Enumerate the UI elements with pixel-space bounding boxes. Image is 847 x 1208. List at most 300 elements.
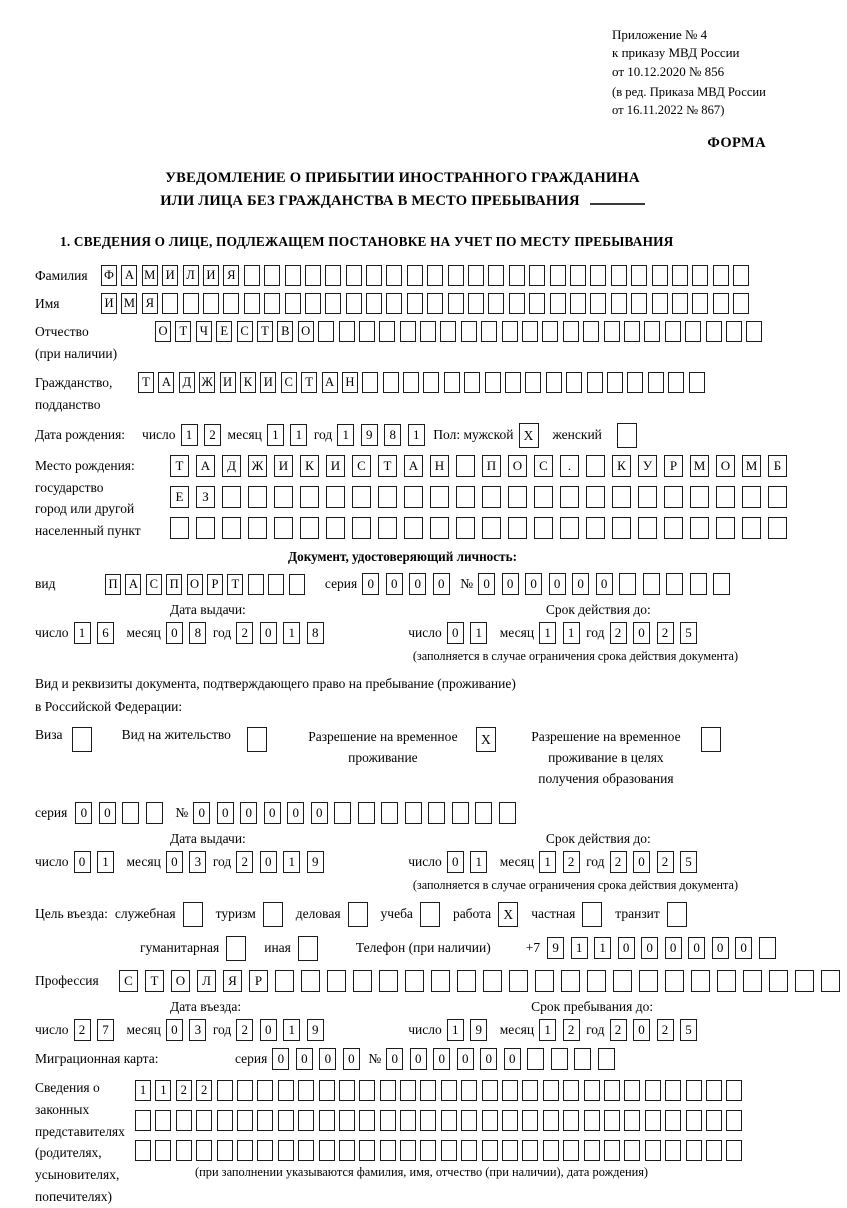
char-cell: [563, 1110, 579, 1131]
char-cell: 0: [74, 851, 91, 873]
char-cell: [713, 265, 729, 286]
option-temp-residence-education-label: [520, 727, 692, 790]
char-cell: [135, 1140, 151, 1161]
char-cell: [358, 802, 375, 824]
char-cell: [346, 265, 362, 286]
char-cell: [122, 802, 139, 824]
char-cell: Б: [768, 455, 787, 477]
char-cell: И: [203, 265, 219, 286]
char-cell: [716, 517, 735, 539]
identity-issue-day-cells: [74, 622, 121, 644]
char-cell: [155, 1140, 171, 1161]
char-cell: М: [690, 455, 709, 477]
migration-card-number-label: №: [368, 1050, 382, 1066]
char-cell: [686, 1110, 702, 1131]
char-cell: [274, 486, 293, 508]
char-cell: [686, 1080, 702, 1101]
residence-doc-series-cells: [75, 802, 169, 824]
char-cell: [326, 517, 345, 539]
char-cell: 1: [594, 937, 611, 959]
char-cell: Т: [227, 574, 243, 595]
char-cell: [560, 486, 579, 508]
purpose-tourism-checkbox: [263, 902, 283, 927]
temp-residence-education-checkbox: [701, 727, 721, 752]
char-cell: А: [196, 455, 215, 477]
char-cell: 0: [287, 802, 304, 824]
purpose-work-checkbox: X: [498, 902, 518, 927]
char-cell: 8: [307, 622, 324, 644]
representatives-cells-row-2: [135, 1110, 747, 1131]
char-cell: Н: [342, 372, 358, 393]
residence-doc-number-cells: [193, 802, 522, 824]
char-cell: [318, 321, 334, 342]
char-cell: [502, 1080, 518, 1101]
char-cell: 0: [504, 1048, 521, 1070]
birth-place-cells-row-1: [170, 455, 794, 477]
char-cell: [509, 265, 525, 286]
char-cell: 2: [196, 1080, 212, 1101]
purpose-study-checkbox: [420, 902, 440, 927]
char-cell: [691, 970, 710, 992]
char-cell: [768, 517, 787, 539]
profession-label: Профессия: [35, 972, 99, 988]
temp-residence-edu-label-line-3: получения образования: [538, 770, 674, 786]
residence-doc-series-label: серия: [35, 804, 68, 820]
char-cell: [289, 574, 305, 595]
char-cell: [217, 1080, 233, 1101]
char-cell: [624, 1140, 640, 1161]
char-cell: [475, 802, 492, 824]
char-cell: [607, 372, 623, 393]
char-cell: [264, 293, 280, 314]
char-cell: 5: [680, 622, 697, 644]
char-cell: [420, 1080, 436, 1101]
char-cell: 1: [539, 1019, 556, 1041]
char-cell: 9: [307, 851, 324, 873]
char-cell: [366, 293, 382, 314]
char-cell: [692, 293, 708, 314]
char-cell: 1: [470, 851, 487, 873]
char-cell: [664, 517, 683, 539]
char-cell: [664, 486, 683, 508]
residence-valid-month-cells: [539, 851, 586, 873]
char-cell: [482, 486, 501, 508]
form-title-line-2-text: ИЛИ ЛИЦА БЕЗ ГРАЖДАНСТВА В МЕСТО ПРЕБЫВАНИЯ: [160, 192, 580, 209]
char-cell: [448, 293, 464, 314]
char-cell: [665, 1140, 681, 1161]
char-cell: [334, 802, 351, 824]
char-cell: [326, 486, 345, 508]
char-cell: 2: [563, 1019, 580, 1041]
char-cell: Р: [664, 455, 683, 477]
patronymic-cells: [155, 321, 767, 342]
char-cell: [407, 265, 423, 286]
section1-heading: 1. СВЕДЕНИЯ О ЛИЦЕ, ПОДЛЕЖАЩЕМ ПОСТАНОВКЕ НА УЧЕТ ПО МЕСТУ ПРЕБЫВАНИЯ: [60, 234, 674, 250]
char-cell: 0: [272, 1048, 289, 1070]
char-cell: [456, 455, 475, 477]
residence-issue-year-cells: [236, 851, 330, 873]
purpose-study-label: учеба: [380, 906, 413, 922]
char-cell: [452, 802, 469, 824]
char-cell: 0: [260, 622, 277, 644]
char-cell: [217, 1110, 233, 1131]
char-cell: [525, 372, 541, 393]
char-cell: [631, 293, 647, 314]
option-temp-residence-label: [299, 727, 467, 769]
char-cell: [400, 1110, 416, 1131]
month-label: месяц: [499, 1021, 535, 1037]
char-cell: [237, 1140, 253, 1161]
char-cell: [795, 970, 814, 992]
char-cell: [386, 265, 402, 286]
char-cell: А: [404, 455, 423, 477]
char-cell: [196, 1140, 212, 1161]
residence-doc-issue-heading: Дата выдачи:: [170, 830, 246, 846]
char-cell: 1: [447, 1019, 464, 1041]
char-cell: 0: [240, 802, 257, 824]
char-cell: [237, 1110, 253, 1131]
birth-date-label: Дата рождения:: [35, 427, 126, 443]
identity-doc-number-label: №: [460, 576, 474, 592]
form-title-line-1: УВЕДОМЛЕНИЕ О ПРИБЫТИИ ИНОСТРАННОГО ГРАЖДАНИНА: [165, 170, 640, 187]
char-cell: [652, 293, 668, 314]
purpose-transit-label: транзит: [615, 906, 660, 922]
char-cell: 2: [563, 851, 580, 873]
char-cell: [430, 517, 449, 539]
char-cell: [456, 517, 475, 539]
temp-residence-edu-label-line-2: проживание в целях: [548, 750, 664, 765]
option-residence-permit: [122, 727, 267, 752]
char-cell: 1: [563, 622, 580, 644]
residence-doc-intro-line-1: Вид и реквизиты документа, подтверждающего право на пребывание (проживание): [35, 676, 516, 692]
purpose-business-checkbox: [348, 902, 368, 927]
char-cell: [488, 293, 504, 314]
visit-purpose-row-1: [35, 902, 770, 927]
patronymic-label-line-1: Отчество: [35, 324, 89, 340]
char-cell: [461, 1080, 477, 1101]
char-cell: 2: [236, 622, 253, 644]
char-cell: [319, 1140, 335, 1161]
char-cell: 9: [470, 1019, 487, 1041]
char-cell: [639, 970, 658, 992]
char-cell: [586, 517, 605, 539]
char-cell: [352, 486, 371, 508]
char-cell: [353, 970, 372, 992]
migration-card-row: [35, 1048, 770, 1070]
purpose-official-checkbox: [183, 902, 203, 927]
char-cell: [529, 293, 545, 314]
char-cell: 0: [596, 573, 613, 595]
char-cell: [155, 1110, 171, 1131]
visa-checkbox: [72, 727, 92, 752]
char-cell: [430, 486, 449, 508]
citizenship-label: [35, 372, 138, 416]
citizenship-label-line-1: Гражданство,: [35, 375, 113, 391]
char-cell: [563, 321, 579, 342]
stay-until-heading: Срок пребывания до:: [531, 998, 654, 1014]
char-cell: С: [119, 970, 138, 992]
char-cell: [400, 1080, 416, 1101]
char-cell: [713, 573, 730, 595]
char-cell: [359, 1080, 375, 1101]
identity-valid-year-cells: [610, 622, 704, 644]
purpose-private-label: частная: [531, 906, 576, 922]
char-cell: 9: [361, 424, 378, 446]
char-cell: 0: [166, 851, 183, 873]
char-cell: [534, 486, 553, 508]
char-cell: М: [742, 455, 761, 477]
char-cell: [638, 486, 657, 508]
patronymic-label: [35, 321, 155, 365]
char-cell: [441, 1080, 457, 1101]
char-cell: 0: [386, 1048, 403, 1070]
year-label: год: [212, 853, 232, 869]
profession-row: [35, 970, 770, 992]
char-cell: О: [155, 321, 171, 342]
identity-valid-day-cells: [447, 622, 494, 644]
citizenship-label-line-2: подданство: [35, 396, 101, 412]
char-cell: [380, 1080, 396, 1101]
char-cell: [400, 321, 416, 342]
char-cell: [468, 265, 484, 286]
surname-row: [35, 265, 770, 286]
day-label: число: [35, 853, 69, 869]
entry-date-heading: Дата въезда:: [170, 998, 242, 1014]
char-cell: 0: [549, 573, 566, 595]
char-cell: [327, 970, 346, 992]
char-cell: [550, 293, 566, 314]
female-checkbox: [617, 423, 637, 448]
citizenship-cells: [138, 372, 709, 393]
char-cell: 0: [343, 1048, 360, 1070]
char-cell: С: [146, 574, 162, 595]
char-cell: И: [162, 265, 178, 286]
char-cell: 0: [217, 802, 234, 824]
char-cell: [298, 1140, 314, 1161]
char-cell: С: [237, 321, 253, 342]
male-checkbox: X: [519, 423, 539, 448]
char-cell: 2: [657, 851, 674, 873]
char-cell: М: [142, 265, 158, 286]
birth-day-cells: [181, 424, 228, 446]
char-cell: [509, 970, 528, 992]
char-cell: [428, 802, 445, 824]
char-cell: 0: [480, 1048, 497, 1070]
char-cell: [612, 517, 631, 539]
char-cell: [378, 517, 397, 539]
char-cell: В: [277, 321, 293, 342]
char-cell: [726, 1110, 742, 1131]
char-cell: [543, 1080, 559, 1101]
char-cell: О: [298, 321, 314, 342]
stay-year-cells: [610, 1019, 704, 1041]
char-cell: [298, 1080, 314, 1101]
char-cell: [624, 1080, 640, 1101]
char-cell: [285, 293, 301, 314]
form-title-line-2: [35, 190, 770, 213]
char-cell: 0: [633, 622, 650, 644]
char-cell: [441, 1140, 457, 1161]
char-cell: [590, 293, 606, 314]
char-cell: 0: [618, 937, 635, 959]
char-cell: [690, 486, 709, 508]
char-cell: [645, 1140, 661, 1161]
char-cell: О: [171, 970, 190, 992]
char-cell: [587, 372, 603, 393]
char-cell: 2: [176, 1080, 192, 1101]
residence-doc-intro: [35, 673, 770, 719]
char-cell: [542, 321, 558, 342]
char-cell: [590, 265, 606, 286]
char-cell: 5: [680, 851, 697, 873]
char-cell: П: [482, 455, 501, 477]
char-cell: [665, 1080, 681, 1101]
representatives-label-line-6: попечителях): [35, 1189, 112, 1205]
char-cell: 1: [267, 424, 284, 446]
visit-purpose-label: Цель въезда:: [35, 906, 108, 922]
char-cell: [706, 1110, 722, 1131]
day-label: число: [35, 1021, 69, 1037]
char-cell: [305, 293, 321, 314]
char-cell: 0: [633, 851, 650, 873]
char-cell: А: [121, 265, 137, 286]
char-cell: [529, 265, 545, 286]
char-cell: [508, 486, 527, 508]
stay-until-group: [408, 1019, 703, 1041]
char-cell: 1: [337, 424, 354, 446]
month-label: месяц: [126, 853, 161, 869]
entry-year-cells: [236, 1019, 330, 1041]
char-cell: С: [281, 372, 297, 393]
identity-doc-issue-group: [35, 622, 330, 644]
char-cell: [405, 802, 422, 824]
amendment-line-1: (в ред. Приказа МВД России: [612, 85, 766, 100]
char-cell: [522, 1110, 538, 1131]
birth-place-block: [35, 455, 782, 542]
char-cell: 0: [633, 1019, 650, 1041]
char-cell: [237, 1080, 253, 1101]
char-cell: [485, 372, 501, 393]
char-cell: Д: [222, 455, 241, 477]
char-cell: [689, 372, 705, 393]
char-cell: Т: [301, 372, 317, 393]
char-cell: [527, 1048, 544, 1070]
char-cell: [464, 372, 480, 393]
char-cell: [583, 321, 599, 342]
char-cell: [502, 1140, 518, 1161]
char-cell: [522, 1140, 538, 1161]
given-name-cells: [101, 293, 754, 314]
char-cell: [645, 1080, 661, 1101]
option-temp-residence-education: [520, 727, 721, 790]
char-cell: [509, 293, 525, 314]
char-cell: [386, 293, 402, 314]
identity-issue-month-cells: [166, 622, 213, 644]
char-cell: [613, 970, 632, 992]
char-cell: [645, 1110, 661, 1131]
char-cell: 1: [539, 622, 556, 644]
char-cell: [672, 265, 688, 286]
char-cell: [381, 802, 398, 824]
forma-label: ФОРМА: [707, 135, 766, 152]
purpose-tourism-label: туризм: [215, 906, 256, 922]
char-cell: [612, 486, 631, 508]
char-cell: [742, 486, 761, 508]
char-cell: [563, 1080, 579, 1101]
identity-doc-valid-heading: Срок действия до:: [545, 602, 651, 618]
char-cell: [685, 321, 701, 342]
char-cell: 0: [688, 937, 705, 959]
char-cell: [768, 486, 787, 508]
char-cell: 0: [193, 802, 210, 824]
char-cell: [404, 517, 423, 539]
option-visa: [35, 727, 92, 752]
given-name-row: [35, 293, 770, 314]
representatives-cells-row-3: [135, 1140, 747, 1161]
temp-residence-checkbox: X: [476, 727, 496, 752]
char-cell: [203, 293, 219, 314]
char-cell: [339, 1110, 355, 1131]
identity-doc-validity-note: (заполняется в случае ограничения срока действия документа): [412, 649, 738, 664]
char-cell: 9: [307, 1019, 324, 1041]
char-cell: [222, 486, 241, 508]
char-cell: [624, 1110, 640, 1131]
char-cell: [427, 293, 443, 314]
char-cell: [196, 1110, 212, 1131]
representatives-label-line-4: (родителях,: [35, 1145, 102, 1161]
char-cell: С: [352, 455, 371, 477]
char-cell: [405, 970, 424, 992]
char-cell: [319, 1080, 335, 1101]
char-cell: [223, 293, 239, 314]
char-cell: [170, 517, 189, 539]
char-cell: [584, 1080, 600, 1101]
char-cell: [690, 517, 709, 539]
char-cell: 0: [433, 1048, 450, 1070]
char-cell: [716, 486, 735, 508]
char-cell: [665, 321, 681, 342]
birth-place-label-line-2: государство: [35, 479, 104, 495]
purpose-humanitarian-checkbox: [226, 936, 246, 961]
char-cell: [468, 293, 484, 314]
char-cell: 0: [712, 937, 729, 959]
char-cell: Ф: [101, 265, 117, 286]
char-cell: 0: [99, 802, 116, 824]
birth-place-label: [35, 455, 170, 542]
char-cell: [821, 970, 840, 992]
char-cell: И: [220, 372, 236, 393]
char-cell: [522, 321, 538, 342]
char-cell: 1: [97, 851, 114, 873]
char-cell: [706, 1080, 722, 1101]
char-cell: 0: [433, 573, 450, 595]
phone-prefix: +7: [525, 940, 541, 956]
char-cell: [543, 1140, 559, 1161]
purpose-work-label: работа: [452, 906, 492, 922]
char-cell: 2: [657, 622, 674, 644]
char-cell: 2: [236, 851, 253, 873]
char-cell: [690, 573, 707, 595]
residence-doc-series-row: [35, 802, 770, 824]
char-cell: [604, 1140, 620, 1161]
residence-doc-intro-line-2: в Российской Федерации:: [35, 699, 183, 715]
char-cell: 1: [181, 424, 198, 446]
char-cell: [561, 970, 580, 992]
char-cell: 2: [236, 1019, 253, 1041]
char-cell: 0: [410, 1048, 427, 1070]
identity-doc-type-cells: [105, 574, 309, 595]
char-cell: 0: [362, 573, 379, 595]
